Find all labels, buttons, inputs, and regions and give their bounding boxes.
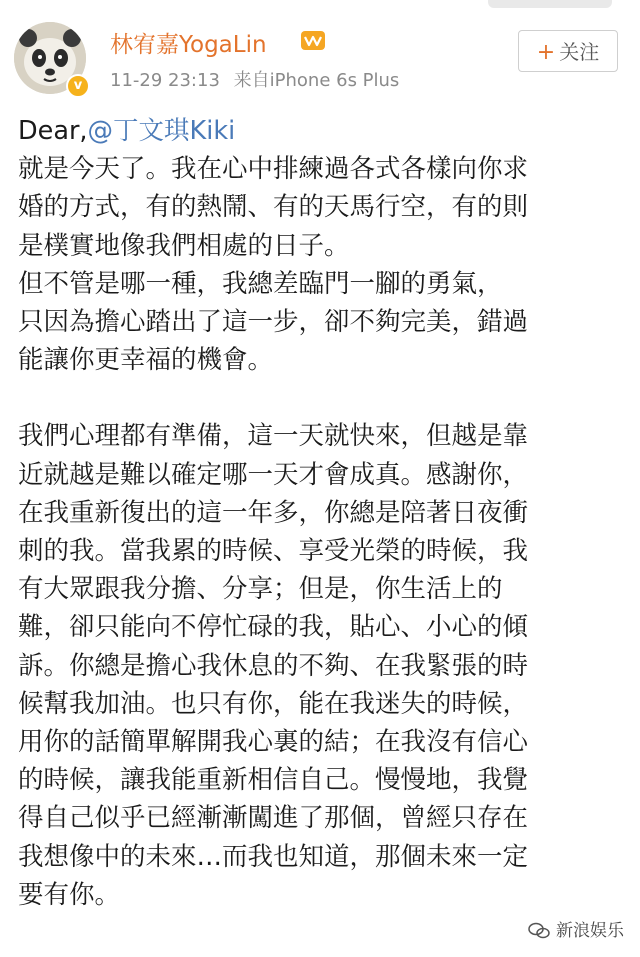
post-meta	[110, 66, 399, 92]
post-line: 我們心理都有準備，這一天就快來，但越是靠	[18, 421, 529, 452]
post-line: 訴。你總是擔心我休息的不夠、在我緊張的時	[18, 650, 529, 681]
wechat-official-icon	[528, 922, 550, 940]
post-line: 要有你。	[18, 879, 121, 910]
plus-icon: +	[536, 40, 556, 65]
post-line: 候幫我加油。也只有你，能在我迷失的時候，	[18, 688, 529, 719]
watermark-text: 新浪娱乐	[556, 921, 624, 941]
post-line: 但不管是哪一種，我總差臨門一腳的勇氣，	[18, 268, 503, 299]
mention-link[interactable]: @丁文琪Kiki	[87, 116, 236, 146]
paragraph-gap	[18, 379, 618, 417]
post-line: 是樸實地像我們相處的日子。	[18, 230, 350, 261]
post-line: 有大眾跟我分擔、分享；但是，你生活上的	[18, 574, 503, 605]
post-line: 難，卻只能向不停忙碌的我，貼心、小心的傾	[18, 612, 529, 643]
watermark	[528, 916, 624, 941]
greeting: Dear,	[18, 116, 88, 146]
username[interactable]: 林宥嘉YogaLin	[110, 32, 267, 58]
post-line: 能讓你更幸福的機會。	[18, 345, 274, 376]
post-body	[18, 112, 618, 914]
vip-crown-icon[interactable]	[300, 28, 326, 52]
top-edge-strip	[488, 0, 612, 8]
follow-label: 关注	[559, 40, 600, 64]
verified-badge-icon: v	[66, 74, 90, 98]
post-greeting-line	[18, 112, 618, 150]
post-line: 只因為擔心踏出了這一步，卻不夠完美，錯過	[18, 307, 529, 338]
follow-button[interactable]	[518, 30, 618, 72]
post-line: 近就越是難以確定哪一天才會成真。感謝你，	[18, 459, 529, 490]
post-line: 我想像中的未來…而我也知道，那個未來一定	[18, 841, 529, 872]
post-line: 在我重新復出的這一年多，你總是陪著日夜衝	[18, 497, 529, 528]
post-line: 刺的我。當我累的時候、享受光榮的時候，我	[18, 536, 529, 567]
post-line: 的時候，讓我能重新相信自己。慢慢地，我覺	[18, 765, 529, 796]
post-line: 用你的話簡單解開我心裏的結；在我沒有信心	[18, 727, 529, 758]
post-line: 得自己似乎已經漸漸闖進了那個，曾經只存在	[18, 803, 529, 834]
post-source: 来自iPhone 6s Plus	[233, 70, 400, 91]
post-line: 婚的方式，有的熱鬧、有的天馬行空，有的則	[18, 192, 529, 223]
post-timestamp: 11-29 23:13	[110, 70, 220, 91]
post-line: 就是今天了。我在心中排練過各式各樣向你求	[18, 154, 529, 185]
